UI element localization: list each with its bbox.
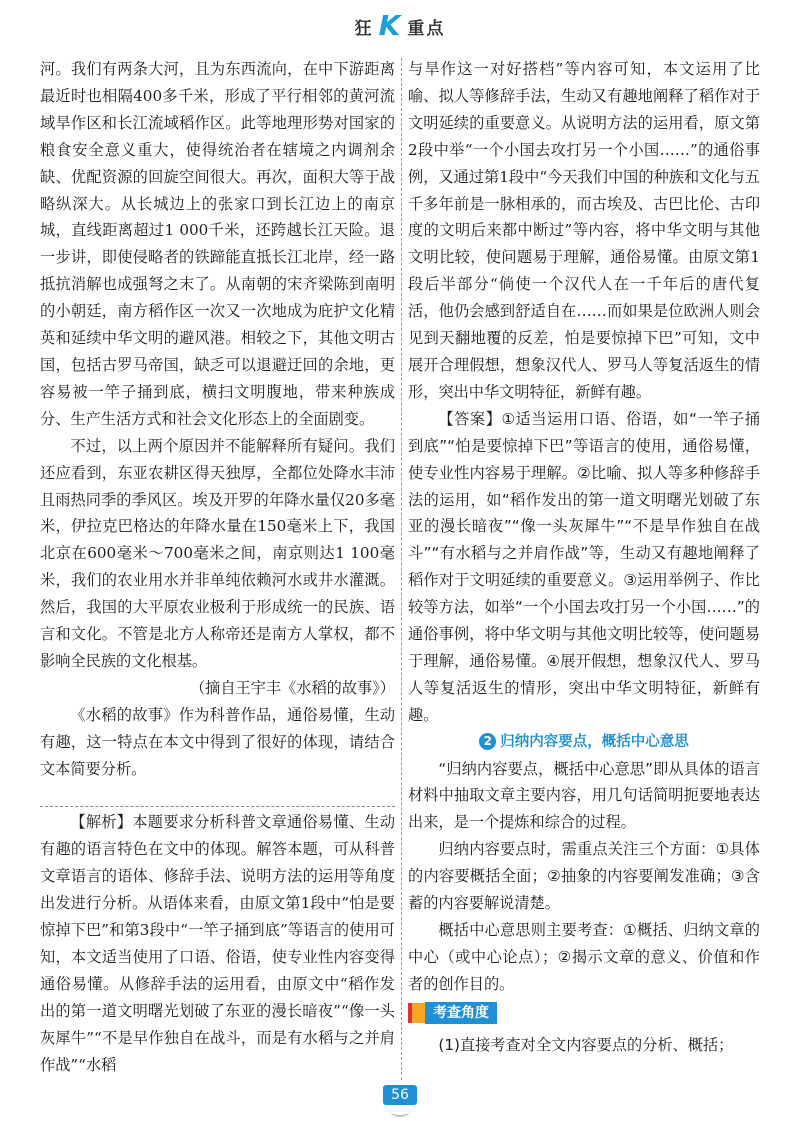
dashed-separator bbox=[40, 806, 395, 807]
passage-paragraph: 不过，以上两个原因并不能解释所有疑问。我们还应看到，东亚农耕区得天独厚，全都位处降水丰沛且雨热同季的季风区。埃及开罗的年降水量仅20多毫米，伊拉克巴格达的年降水量在150毫米上下，我国北京在600毫米～700毫米之间，南京则达1 100毫米，我们的农业用水并非单纯依赖河水或井水灌溉。然后，我国的大平原农业极利于形成统一的民族、语言和文化。不管是北方人称帝还是南方人掌权，都不影响全民族的文化根基。 bbox=[40, 436, 395, 670]
passage-citation: （摘自王宇丰《水稻的故事》） bbox=[189, 678, 395, 697]
exam-angle-heading bbox=[408, 1002, 497, 1024]
spacer bbox=[40, 782, 395, 806]
analysis-continued: 与旱作这一对好搭档”等内容可知，本文运用了比喻、拟人等修辞手法，生动又有趣地阐释了稻作对于文明延续的重要意义。从说明方法的运用看，原文第2段中举“一个小国去攻打另一个小国……”的通俗事例，又通过第1段中“今天我们中国的种族和文化与五千多年前是一脉相承的，而古埃及、古巴比伦、古印度的文明后来都中断过”等内容，将中华文明与其他文明比较，使问题易于理解，通俗易懂。由原文第1段后半部分“倘使一个汉代人在一千年后的唐代复活，他仍会感到舒适自在……而如果是位欧洲人则会见到天翻地覆的反差，怕是要惊掉下巴”可知，文中展开合理假想，想象汉代人、罗马人等复活返生的情形，突出中华文明特征，新鲜有趣。 bbox=[408, 60, 760, 401]
analysis-paragraph bbox=[40, 809, 395, 1078]
answer-paragraph bbox=[408, 406, 760, 729]
brand-right: 重点 bbox=[407, 18, 446, 39]
section-heading bbox=[408, 729, 760, 756]
page-number: 56 bbox=[383, 1085, 417, 1105]
left-column bbox=[40, 56, 395, 1079]
body-paragraph: 归纳内容要点时，需重点关注三个方面：①具体的内容要概括全面；②抽象的内容要阐发准确；③含蓄的内容要解说清楚。 bbox=[408, 840, 760, 913]
body-paragraph: (1)直接考查对全文内容要点的分析、概括； bbox=[438, 1035, 734, 1054]
section-title-text: 归纳内容要点，概括中心意思 bbox=[500, 733, 689, 750]
exam-angle-label: 考查角度 bbox=[425, 1002, 497, 1024]
passage-paragraph: 河。我们有两条大河，且为东西流向，在中下游距离最近时也相隔400多千米，形成了平行相邻的黄河流域旱作区和长江流域稻作区。此等地理形势对国家的粮食安全意义重大，使得统治者在辖境之内调剂余缺、优配资源的回旋空间很大。再次，面积大等于战略纵深大。从长城边上的张家口到长江边上的南京城，直线距离超过1 000千米，还跨越长江天险。退一步讲，即使侵略者的铁蹄能直抵长江北岸，经一路抵抗消解也成强弩之末了。从南朝的宋齐梁陈到南明的小朝廷，南方稻作区一次又一次地成为庇护文化精英和延续中华文明的避风港。相较之下，其他文明古国，包括古罗马帝国，缺乏可以退避迂回的余地，更容易被一竿子捅到底，横扫文明腹地，带来种族成分、生产生活方式和社会文化形态上的全面剧变。 bbox=[40, 60, 395, 428]
section-number-badge: 2 bbox=[479, 733, 496, 750]
body-paragraph: “归纳内容要点，概括中心意思”即从具体的语言材料中抽取文章主要内容，用几句话简明扼要地表达出来，是一个提炼和综合的过程。 bbox=[408, 759, 760, 832]
page-footer bbox=[0, 1084, 800, 1117]
brand-k-logo: K bbox=[378, 9, 403, 42]
answer-text: ①适当运用口语、俗语，如“一竿子捅到底”“怕是要惊掉下巴”等语言的使用，通俗易懂，使专业性内容易于理解。②比喻、拟人等多种修辞手法的运用，如“稻作发出的第一道文明曙光划破了东亚的漫长暗夜”“像一头灰犀牛”“不是旱作独自在战斗”“有水稻与之并肩作战”等，生动又有趣地阐释了稻作对于文明延续的重要意义。③运用举例子、作比较等方法，如举“一个小国去攻打另一个小国……”的通俗事例，将中华文明与其他文明比较等，使问题易于理解，通俗易懂。④展开假想，想象汉代人、罗马人等复活返生的情形，突出中华文明特征，新鲜有趣。 bbox=[408, 409, 760, 724]
analysis-text: 本题要求分析科普文章通俗易懂、生动有趣的语言特色在文中的体现。解答本题，可从科普文章语言的语体、修辞手法、说明方法的运用等角度出发进行分析。从语体来看，由原文第1段中“怕是要惊掉下巴”和第3段中“一竿子捅到底”等语言的使用可知，本文适当使用了口语、俗语，使专业性内容变得通俗易懂。从修辞手法的运用看，由原文中“稻作发出的第一道文明曙光划破了东亚的漫长暗夜”“像一头灰犀牛”“不是早作独自在战斗，而是有水稻与之并肩作战”“水稻 bbox=[40, 813, 396, 1074]
column-divider bbox=[401, 58, 402, 1080]
analysis-tag: 【解析】 bbox=[70, 813, 133, 832]
body-paragraph: 概括中心意思则主要考查：①概括、归纳文章的中心（或中心论点）；②揭示文章的意义、价值和作者的创作目的。 bbox=[408, 921, 760, 993]
book-icon bbox=[408, 1003, 425, 1023]
brand-title bbox=[354, 9, 446, 42]
brand-left: 狂 bbox=[354, 18, 374, 39]
question-text: 《水稻的故事》作为科普作品，通俗易懂，生动有趣，这一特点在本文中得到了很好的体现，请结合文本简要分析。 bbox=[40, 705, 395, 778]
page-header bbox=[0, 9, 800, 52]
right-column bbox=[408, 56, 760, 1059]
footer-decoration-icon bbox=[391, 1107, 409, 1117]
answer-tag: 【答案】 bbox=[438, 409, 502, 428]
